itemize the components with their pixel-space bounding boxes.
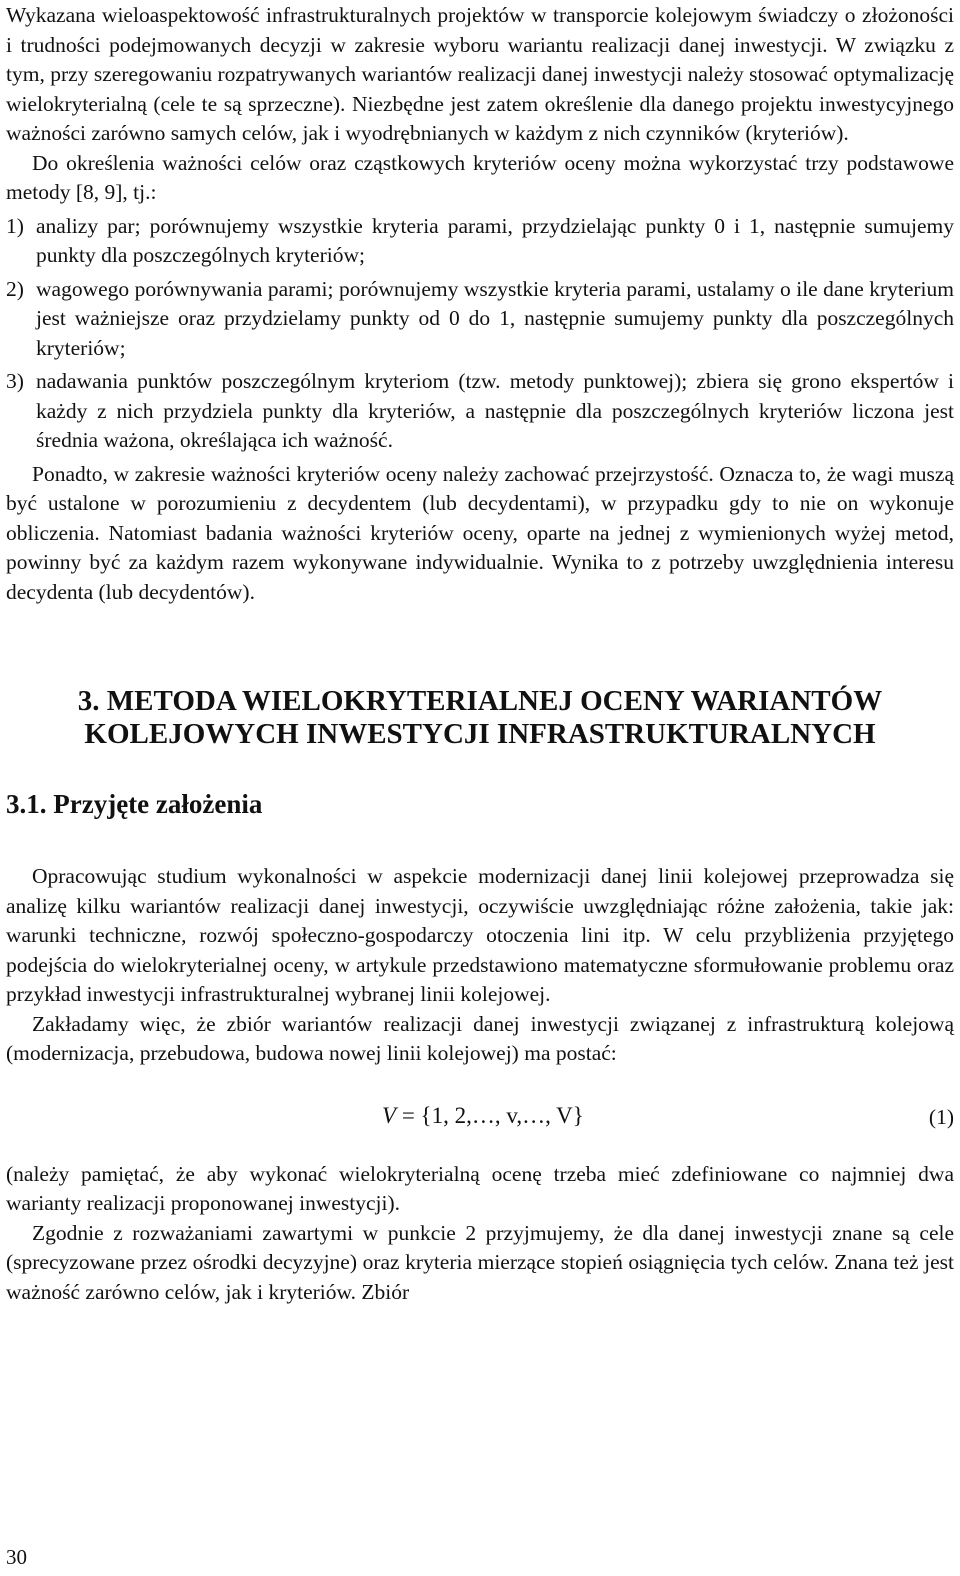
assumptions-section [6, 862, 954, 1069]
paragraph-note-variants: (należy pamiętać, że aby wykonać wielokryterialną ocenę trzeba mieć zdefiniowane co najmniej dwa warianty realizacji proponowanej inwestycji). [6, 1161, 954, 1215]
paragraph-multiaspect: Wykazana wieloaspektowość infrastrukturalnych projektów w transporcie kolejowym świadczy o złożoności i trudności podejmowanych decyzji w zakresie wyboru wariantu realizacji danej inwestycji. W związku z tym, przy szeregowaniu rozpatrywanych wariantów realizacji danej inwestycji należy stosować optymalizację wielokryterialną (cele te są sprzeczne). Niezbędne jest zatem określenie dla danego projektu inwestycyjnego ważności zarówno samych celów, jak i wyodrębnianych w każdym z nich czynników (kryteriów). [6, 3, 954, 145]
page-number: 30 [6, 1545, 27, 1569]
equation-number: (1) [928, 1104, 954, 1129]
list-item-text: nadawania punktów poszczególnym kryteriom (tzw. metody punktowej); zbiera się grono ekspertów i każdy z nich przydziela punkty dla kryteriów, a następnie dla poszczególnych kryteriów liczona jest średnia ważona, określająca ich ważność. [36, 369, 954, 452]
document-page [6, 0, 954, 1307]
equation-variable: V [382, 1102, 397, 1128]
paragraph-variant-set: Zakładamy więc, że zbiór wariantów realizacji danej inwestycji związanej z infrastrukturą kolejową (modernizacja, przebudowa, budowa nowej linii kolejowej) ma postać: [6, 1011, 954, 1065]
section-heading [6, 685, 954, 751]
list-item [6, 367, 954, 456]
list-item [6, 275, 954, 364]
paragraph-transparency: Ponadto, w zakresie ważności kryteriów oceny należy zachować przejrzystość. Oznacza to, że wagi muszą być ustalone w porozumieniu z decydentem (lub decydentami), w przypadku gdy to nie on wykonuje obliczenia. Natomiast badania ważności kryteriów oceny, oparte na jednej z wymienionych wyżej metod, powinny być za każdym razem wykonywane indywidualnie. Wynika to z potrzeby uwzględnienia interesu decydenta (lub decydentów). [6, 461, 954, 604]
section-heading-line-1: 3. METODA WIELOKRYTERIALNEJ OCENY WARIANTÓW [77, 685, 883, 717]
paragraph-methods-intro: Do określenia ważności celów oraz cząstkowych kryteriów oceny można wykorzystać trzy podstawowe metody [8, 9], tj.: [6, 150, 954, 204]
paragraph-feasibility-study: Opracowując studium wykonalności w aspekcie modernizacji danej linii kolejowej przeprowadza się analizę kilku wariantów realizacji danej inwestycji, oczywiście uwzględniając różne założenia, takie jak: warunki techniczne, rozwój społeczno-gospodarczy otoczenia lini itp. W celu przybliżenia przyjętego podejścia do wielokryterialnej oceny, w artykule przedstawiono matematyczne sformułowanie problemu oraz przykład inwestycji infrastrukturalnej wybranej linii kolejowej. [6, 864, 954, 1006]
equation [382, 1101, 584, 1131]
methods-list [6, 212, 954, 456]
list-item-number: 3) [6, 369, 24, 393]
paragraph-goals-criteria: Zgodnie z rozważaniami zawartymi w punkcie 2 przyjmujemy, że dla danej inwestycji znane są cele (sprecyzowane przez ośrodki decyzyjne) oraz kryteria mierzące stopień osiągnięcia tych celów. Znana też jest ważność zarówno celów, jak i kryteriów. Zbiór [6, 1220, 954, 1304]
equation-row [6, 1097, 954, 1137]
list-item-number: 2) [6, 276, 24, 301]
list-item-text: wagowego porównywania parami; porównujemy wszystkie kryteria parami, ustalamy o ile dane kryterium jest ważniejsze oraz przydzielamy punkty od 0 do 1, następnie sumujemy punkty dla poszczególnych kryteriów; [36, 276, 954, 360]
section-heading-line-2: KOLEJOWYCH INWESTYCJI INFRASTRUKTURALNYCH [84, 718, 876, 750]
subsection-heading: 3.1. Przyjęte założenia [6, 789, 263, 819]
list-item-number: 1) [6, 213, 24, 238]
equation-set: = {1, 2,…, v,…, V} [396, 1102, 584, 1128]
list-item-text: analizy par; porównujemy wszystkie kryteria parami, przydzielając punkty 0 i 1, następnie sumujemy punkty dla poszczególnych kryteriów; [36, 213, 954, 267]
list-item [6, 212, 954, 271]
intro-section [6, 0, 954, 607]
